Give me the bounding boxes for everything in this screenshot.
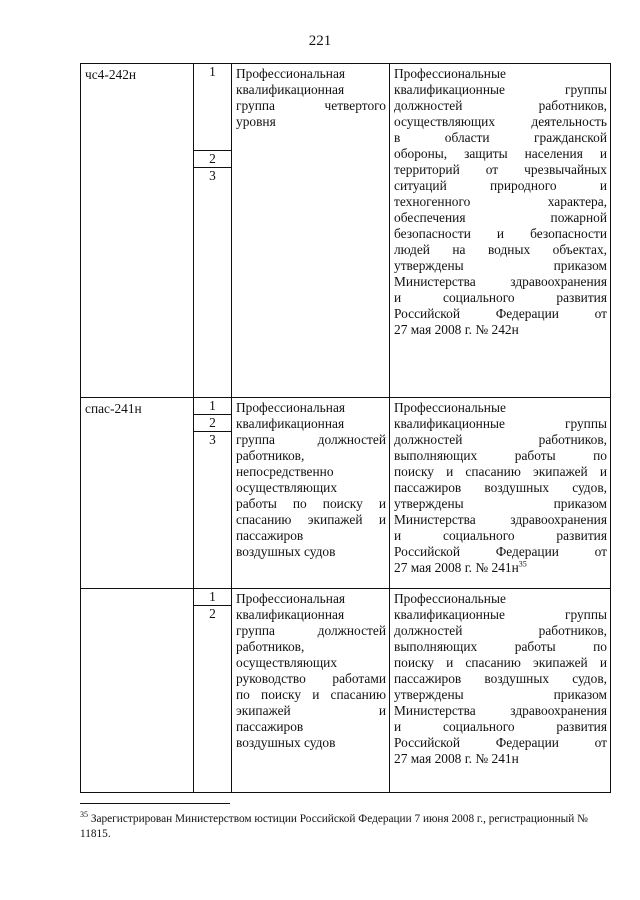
footnote-mark: 35: [80, 810, 88, 820]
description-cell: [390, 589, 611, 793]
description-line: осуществляющих деятельность: [394, 114, 607, 129]
level-cell: [194, 589, 232, 793]
level-number: 2: [194, 415, 231, 432]
group-line: воздушных судов: [236, 735, 336, 750]
footnote-divider: [80, 803, 230, 804]
group-text: [232, 64, 389, 130]
description-line: в области гражданской: [394, 130, 607, 145]
description-line: утверждены приказом: [394, 496, 607, 511]
group-line: группа четвертого: [236, 98, 386, 113]
description-line: техногенного характера,: [394, 194, 607, 209]
description-line: утверждены приказом: [394, 687, 607, 702]
description-line: выполняющих работы по: [394, 448, 607, 463]
description-line: Министерства здравоохранения: [394, 512, 607, 527]
group-line: осуществляющих: [236, 480, 338, 495]
group-cell: [232, 398, 390, 589]
level-number: 1: [194, 398, 231, 415]
group-line: Профессиональная: [236, 400, 346, 415]
group-cell: [232, 64, 390, 398]
description-line: 27 мая 2008 г. № 242н: [394, 322, 519, 337]
level-numbers: [194, 64, 231, 397]
group-line: Профессиональная: [236, 591, 346, 606]
footnote-text: Зарегистрирован Министерством юстиции Российской Федерации 7 июня 2008 г., регистрационный № 11815.: [80, 813, 588, 840]
description-line: Министерства здравоохранения: [394, 274, 607, 289]
group-text: [232, 398, 389, 560]
description-line: выполняющих работы по: [394, 639, 607, 654]
level-number: 3: [209, 432, 216, 447]
description-line: утверждены приказом: [394, 258, 607, 273]
description-line: пассажиров воздушных судов,: [394, 480, 607, 495]
description-line: должностей работников,: [394, 432, 607, 447]
code-text: [81, 589, 193, 592]
level-number: 1: [209, 64, 216, 79]
description-line: пассажиров воздушных судов,: [394, 671, 607, 686]
description-line: Профессиональные: [394, 66, 506, 81]
page-number: 221: [308, 33, 332, 49]
group-line: осуществляющих: [236, 655, 338, 670]
description-line: квалификационные группы: [394, 82, 607, 97]
description-line: обороны, защиты населения и: [394, 146, 607, 161]
code-text: спас-241н: [85, 401, 142, 416]
group-line: работников,: [236, 639, 305, 654]
footnote: [80, 812, 610, 842]
code-cell: [81, 398, 194, 589]
description-line: Министерства здравоохранения: [394, 703, 607, 718]
group-text: [232, 589, 389, 751]
code-cell: [81, 64, 194, 398]
description-line: Профессиональные: [394, 591, 506, 606]
group-line: непосредственно: [236, 464, 334, 479]
table-row: [81, 64, 611, 398]
description-line: Российской Федерации от: [394, 544, 607, 559]
description-line: квалификационные группы: [394, 607, 607, 622]
description-line: должностей работников,: [394, 98, 607, 113]
group-line: квалификационная: [236, 607, 345, 622]
group-line: Профессиональная: [236, 66, 346, 81]
level-number: 2: [209, 606, 216, 621]
description-line: поиску и спасанию экипажей и: [394, 464, 607, 479]
description-line: территорий от чрезвычайных: [394, 162, 607, 177]
level-number: 2: [194, 150, 231, 168]
group-line: работников,: [236, 448, 305, 463]
code-cell: [81, 589, 194, 793]
group-line: воздушных судов: [236, 544, 336, 559]
qualification-groups-table: [80, 63, 611, 793]
description-text: [390, 398, 610, 576]
description-line: и социального развития: [394, 290, 607, 305]
description-line: людей на водных объектах,: [394, 242, 607, 257]
level-numbers: [194, 398, 231, 588]
description-line: и социального развития: [394, 719, 607, 734]
code-text: чс4-242н: [85, 67, 137, 82]
description-line: 27 мая 2008 г. № 241н: [394, 751, 519, 766]
description-line: ситуаций природного и: [394, 178, 607, 193]
description-cell: [390, 398, 611, 589]
group-line: группа должностей: [236, 432, 386, 447]
level-cell: [194, 398, 232, 589]
description-line: безопасности и безопасности: [394, 226, 607, 241]
group-line: уровня: [236, 114, 276, 129]
description-line: [394, 560, 607, 576]
level-numbers: [194, 589, 231, 792]
level-number: 1: [194, 589, 231, 606]
description-text: [390, 589, 610, 767]
group-line: группа должностей: [236, 623, 386, 638]
group-line: спасанию экипажей и: [236, 512, 386, 527]
table-row: [81, 398, 611, 589]
group-line: руководство работами: [236, 671, 386, 686]
level-cell: [194, 64, 232, 398]
description-line: поиску и спасанию экипажей и: [394, 655, 607, 670]
description-line: Профессиональные: [394, 400, 506, 415]
description-line: квалификационные группы: [394, 416, 607, 431]
description-line: и социального развития: [394, 528, 607, 543]
group-line: квалификационная: [236, 416, 345, 431]
group-line: по поиску и спасанию: [236, 687, 386, 702]
description-line: Российской Федерации от: [394, 735, 607, 750]
group-line: экипажей и: [236, 703, 386, 718]
table-row: [81, 589, 611, 793]
group-line: пассажиров: [236, 528, 304, 543]
description-line: обеспечения пожарной: [394, 210, 607, 225]
level-number: 3: [209, 168, 216, 183]
description-line: должностей работников,: [394, 623, 607, 638]
group-cell: [232, 589, 390, 793]
order-reference: 27 мая 2008 г. № 241н: [394, 560, 519, 575]
description-cell: [390, 64, 611, 398]
group-line: работы по поиску и: [236, 496, 386, 511]
description-text: [390, 64, 610, 338]
footnote-ref: 35: [518, 559, 527, 569]
group-line: квалификационная: [236, 82, 345, 97]
group-line: пассажиров: [236, 719, 304, 734]
description-line: Российской Федерации от: [394, 306, 607, 321]
